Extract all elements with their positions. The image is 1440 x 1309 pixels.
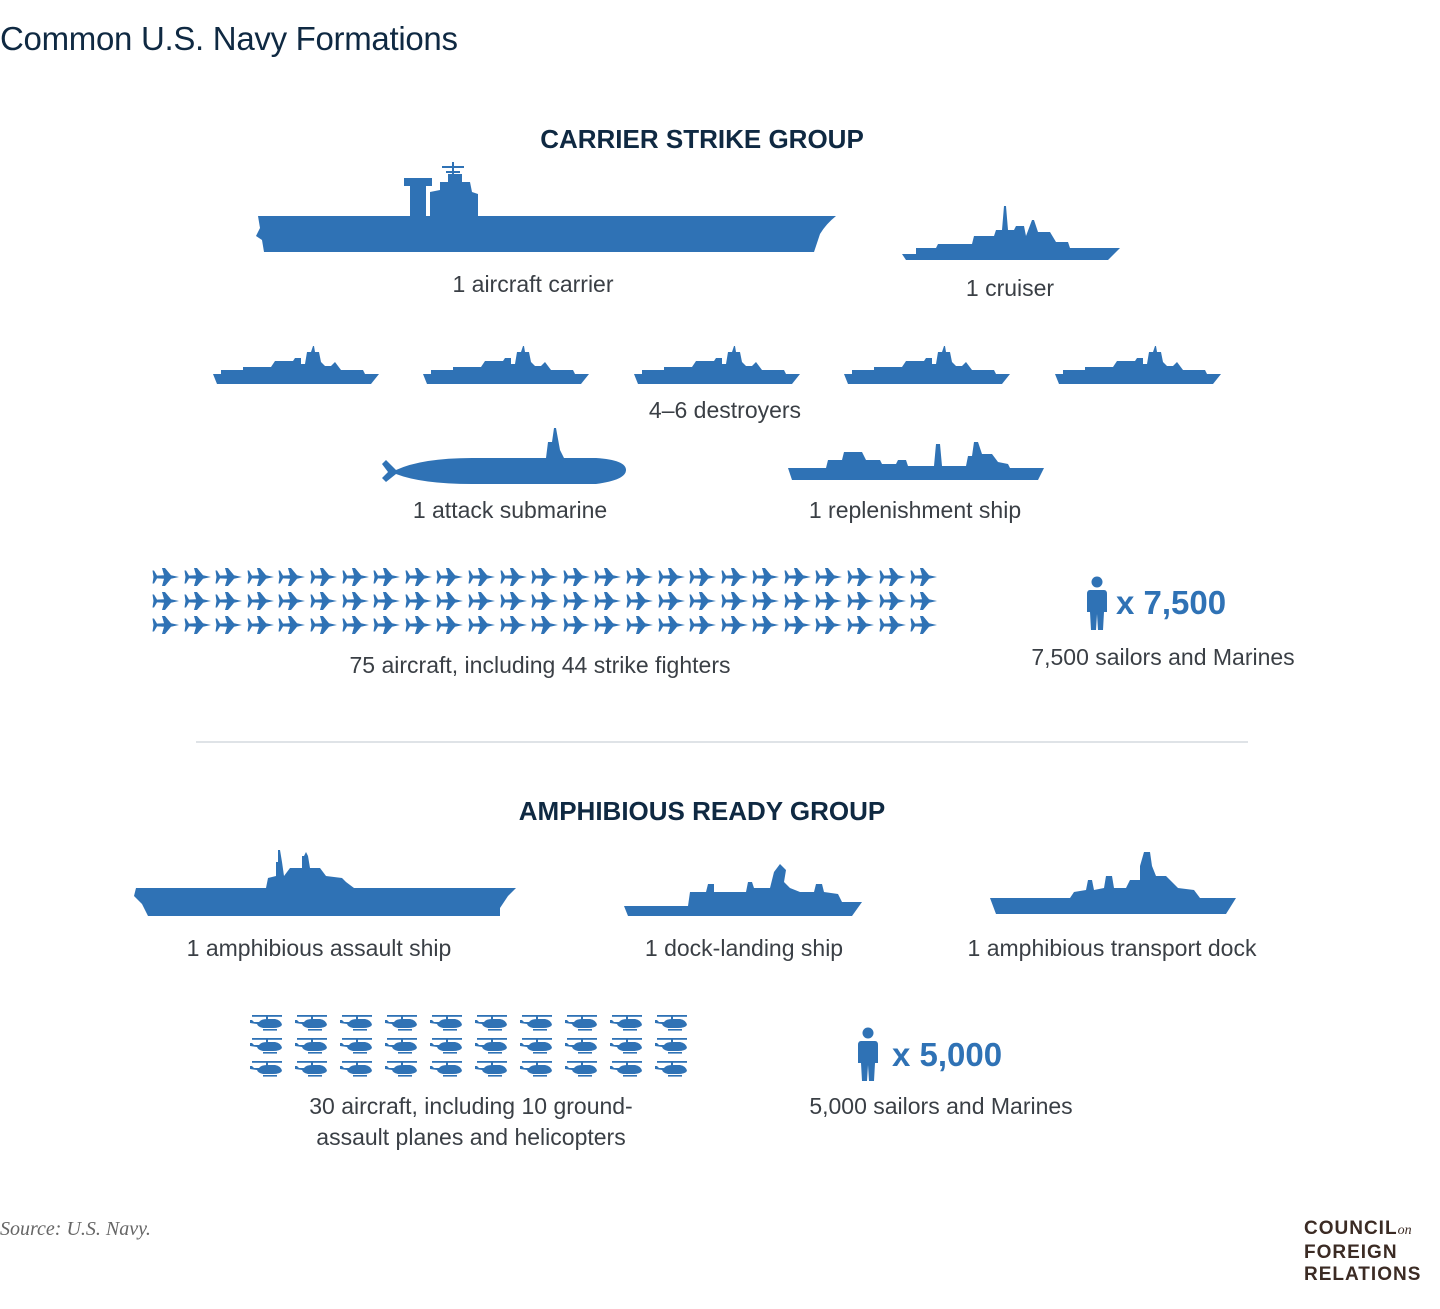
replenishment-ship-label: 1 replenishment ship (808, 497, 1022, 523)
destroyer-icon (213, 344, 379, 384)
fighter-jet-icon (278, 567, 306, 587)
helicopter-icon (609, 1035, 645, 1055)
fighter-jet-icon (658, 615, 686, 635)
fighter-jet-icon (342, 615, 370, 635)
helicopter-icon (519, 1035, 555, 1055)
cruiser-label: 1 cruiser (965, 275, 1055, 301)
fighter-jet-icon (879, 591, 907, 611)
fighter-jet-icon (721, 591, 749, 611)
helicopter-icon (339, 1012, 375, 1032)
helicopter-icon (249, 1012, 285, 1032)
fighter-jet-icon (910, 591, 938, 611)
fighter-jet-icon (310, 615, 338, 635)
fighter-jet-icon (752, 567, 780, 587)
fighter-jet-icon (815, 567, 843, 587)
helicopter-icon (564, 1035, 600, 1055)
helicopter-icon (339, 1058, 375, 1078)
amphibious-personnel-multiplier: x 5,000 (892, 1036, 1003, 1073)
fighter-jet-icon (247, 615, 275, 635)
fighter-jet-icon (689, 591, 717, 611)
helicopter-icon (384, 1012, 420, 1032)
carrier-strike-group-heading: CARRIER STRIKE GROUP (540, 124, 864, 154)
fighter-jet-icon (784, 591, 812, 611)
helicopter-icon (294, 1012, 330, 1032)
helicopter-icon (249, 1035, 285, 1055)
fighter-jet-icon (752, 615, 780, 635)
helicopter-icon (519, 1012, 555, 1032)
fighter-jet-icon (342, 567, 370, 587)
fighter-jet-icon (563, 591, 591, 611)
helicopter-icon (249, 1058, 285, 1078)
fighter-jet-icon (405, 591, 433, 611)
source-note: Source: U.S. Navy. (0, 1218, 151, 1240)
fighter-jet-icon (531, 567, 559, 587)
cruiser-icon (902, 206, 1120, 262)
fighter-jet-icon (436, 615, 464, 635)
replenishment-ship-icon (788, 440, 1044, 482)
fighter-jet-icon (815, 615, 843, 635)
fighter-jet-icon (594, 591, 622, 611)
helicopter-icon (654, 1012, 690, 1032)
submarine-label: 1 attack submarine (412, 497, 608, 523)
fighter-jet-icon (752, 591, 780, 611)
fighter-jet-icon (247, 567, 275, 587)
amphibious-aircraft-label: 30 aircraft, including 10 ground-assault planes and helicopters (309, 1093, 633, 1150)
helicopter-icon (429, 1035, 465, 1055)
fighter-jet-icon (500, 567, 528, 587)
fighter-jet-icon (626, 615, 654, 635)
helicopter-icon (474, 1012, 510, 1032)
fighter-jet-icon (500, 615, 528, 635)
helicopter-icon (654, 1058, 690, 1078)
fighter-jet-icon (468, 567, 496, 587)
fighter-jet-icon (468, 591, 496, 611)
helicopter-icon (609, 1012, 645, 1032)
fighter-jet-icon (247, 591, 275, 611)
fighter-jet-icon (184, 615, 212, 635)
fighter-jet-icon (342, 591, 370, 611)
fighter-jet-icon (721, 615, 749, 635)
fighter-jet-icon (847, 591, 875, 611)
fighter-jet-icon (658, 591, 686, 611)
fighter-jet-icon (278, 615, 306, 635)
fighter-jet-icon (278, 591, 306, 611)
helicopter-icon (564, 1012, 600, 1032)
fighter-jet-icon (373, 591, 401, 611)
destroyer-icon (1055, 344, 1221, 384)
fighter-jet-icon (310, 567, 338, 587)
helicopter-icon (429, 1012, 465, 1032)
fighter-jet-icon (626, 567, 654, 587)
fighter-jet-icon (531, 615, 559, 635)
fighter-jet-icon (152, 567, 180, 587)
page-title: Common U.S. Navy Formations (0, 20, 458, 57)
fighter-jet-icon (215, 615, 243, 635)
helicopter-icon (564, 1058, 600, 1078)
fighter-jet-icon (152, 615, 180, 635)
helicopter-icon (294, 1035, 330, 1055)
strike-personnel-label: 7,500 sailors and Marines (1031, 644, 1295, 670)
helicopter-icon (384, 1058, 420, 1078)
amphibious-assault-ship-icon (134, 848, 518, 916)
fighter-jet-icon (658, 567, 686, 587)
fighter-jet-icon (531, 591, 559, 611)
section-divider (196, 741, 1248, 743)
fighter-jet-icon (910, 615, 938, 635)
strike-personnel-multiplier: x 7,500 (1116, 584, 1227, 621)
fighter-jet-icon (405, 567, 433, 587)
strike-aircraft-label: 75 aircraft, including 44 strike fighters (349, 652, 731, 678)
fighter-jet-icon (436, 591, 464, 611)
fighter-jet-icon (184, 567, 212, 587)
fighter-jet-icon (784, 615, 812, 635)
cfr-logo-line1: COUNCIL (1304, 1218, 1398, 1239)
fighter-jet-icon (373, 567, 401, 587)
fighter-jet-icon (500, 591, 528, 611)
amphibious-ready-group-heading: AMPHIBIOUS READY GROUP (518, 796, 886, 826)
helicopter-icon (339, 1035, 375, 1055)
fighter-jet-icon (373, 615, 401, 635)
fighter-jet-icon (689, 615, 717, 635)
fighter-jet-icon (879, 567, 907, 587)
person-icon (858, 1027, 878, 1083)
fighter-jet-icon (152, 591, 180, 611)
cfr-logo-line2: FOREIGN (1304, 1242, 1398, 1263)
amphibious-assault-ship-label: 1 amphibious assault ship (186, 935, 452, 961)
fighter-jet-icon (847, 615, 875, 635)
fighter-jet-icon (184, 591, 212, 611)
fighter-jet-icon (310, 591, 338, 611)
person-icon (1087, 576, 1107, 632)
amphibious-transport-dock-icon (990, 852, 1236, 916)
destroyer-icon (634, 344, 800, 384)
helicopter-icon (384, 1035, 420, 1055)
fighter-jet-icon (436, 567, 464, 587)
fighter-jet-icon (721, 567, 749, 587)
destroyer-icon (423, 344, 589, 384)
aircraft-carrier-label: 1 aircraft carrier (452, 271, 614, 297)
submarine-icon (382, 426, 628, 488)
fighter-jet-icon (689, 567, 717, 587)
fighter-jet-icon (594, 567, 622, 587)
amphibious-aircraft-grid (249, 1012, 699, 1078)
fighter-jet-icon (879, 615, 907, 635)
dock-landing-ship-label: 1 dock-landing ship (644, 935, 844, 961)
cfr-logo-line3: RELATIONS (1304, 1264, 1422, 1285)
fighter-jet-icon (626, 591, 654, 611)
amphibious-personnel-label: 5,000 sailors and Marines (809, 1093, 1073, 1119)
fighter-jet-icon (563, 567, 591, 587)
fighter-jet-icon (563, 615, 591, 635)
fighter-jet-icon (215, 591, 243, 611)
fighter-jet-icon (910, 567, 938, 587)
fighter-jet-icon (784, 567, 812, 587)
cfr-logo (1304, 1218, 1434, 1286)
helicopter-icon (474, 1035, 510, 1055)
fighter-jet-icon (815, 591, 843, 611)
destroyers-label: 4–6 destroyers (648, 397, 802, 423)
fighter-jet-icon (468, 615, 496, 635)
cfr-logo-on: on (1397, 1223, 1412, 1238)
helicopter-icon (474, 1058, 510, 1078)
fighter-jet-icon (594, 615, 622, 635)
helicopter-icon (519, 1058, 555, 1078)
helicopter-icon (429, 1058, 465, 1078)
helicopter-icon (294, 1058, 330, 1078)
fighter-jet-icon (405, 615, 433, 635)
dock-landing-ship-icon (624, 862, 862, 918)
helicopter-icon (654, 1035, 690, 1055)
fighter-jet-icon (847, 567, 875, 587)
destroyer-icon (844, 344, 1010, 384)
helicopter-icon (609, 1058, 645, 1078)
aircraft-carrier-icon (254, 160, 838, 254)
fighter-jet-icon (215, 567, 243, 587)
amphibious-transport-dock-label: 1 amphibious transport dock (967, 935, 1257, 961)
strike-aircraft-grid (152, 567, 942, 635)
